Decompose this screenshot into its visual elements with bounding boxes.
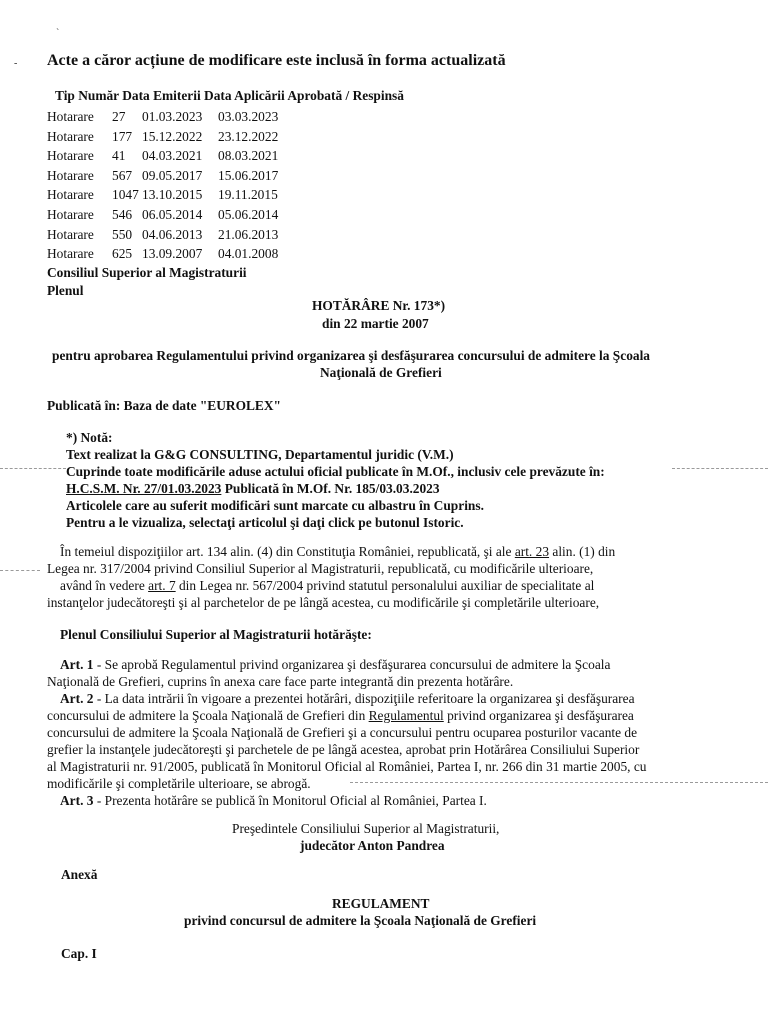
- decision-title: HOTĂRÂRE Nr. 173*): [312, 298, 446, 313]
- table-row: [47, 148, 278, 164]
- table-header: Tip Număr Data Emiterii Data Aplicării Aprobată / Respinsă: [55, 88, 404, 103]
- decision-date: din 22 martie 2007: [322, 316, 429, 331]
- cell-type: Hotarare: [47, 167, 94, 183]
- table-row: [47, 109, 278, 125]
- issuer-name: Consiliul Superior al Magistraturii: [47, 265, 247, 280]
- art-23-link[interactable]: art. 23: [514, 544, 550, 559]
- article-2: [60, 691, 635, 707]
- table-row: [47, 227, 278, 243]
- article-2-cont: [47, 708, 634, 724]
- table-row: [47, 187, 278, 203]
- article-2-cont: concursului de admitere la Şcoala Naţională de Grefieri şi a concursului pentru ocuparea posturilor vacante de: [47, 725, 638, 740]
- president-name: judecător Anton Pandrea: [300, 838, 445, 853]
- scan-line: [0, 468, 66, 469]
- cell-type: Hotarare: [47, 148, 94, 164]
- legal-basis-line: instanţelor judecătoreşti şi al parchetelor de pe lângă acestea, cu modificările şi completările ulterioare,: [47, 595, 600, 610]
- table-row: [47, 168, 278, 184]
- issuer-body: Plenul: [47, 283, 84, 298]
- note-line: Pentru a le vizualiza, selectaţi articolul şi daţi click pe butonul Istoric.: [66, 515, 464, 530]
- article-text: - Prezenta hotărâre se publică în Monitorul Oficial al României, Partea I.: [93, 793, 487, 808]
- cell-d1: 01.03.2023: [142, 109, 203, 124]
- scan-line: [350, 782, 768, 783]
- legal-basis-text: având în vedere: [60, 578, 149, 593]
- article-1: [60, 657, 610, 673]
- decides-line: Plenul Consiliului Superior al Magistraturii hotărăşte:: [60, 627, 372, 642]
- scan-line: [0, 570, 40, 571]
- cell-d1: 04.03.2021: [142, 148, 203, 164]
- cell-d1: 13.10.2015: [142, 187, 203, 203]
- table-row: [47, 129, 278, 145]
- cell-d2: 21.06.2013: [218, 226, 279, 242]
- cell-type: Hotarare: [47, 207, 94, 222]
- legal-basis-text: din Legea nr. 567/2004 privind statutul personalului auxiliar de specialitate al: [175, 578, 595, 593]
- cell-type: Hotarare: [47, 246, 94, 262]
- cell-num: 1047: [112, 187, 139, 203]
- note-line: Articolele care au suferit modificări sunt marcate cu albastru în Cuprins.: [66, 498, 484, 513]
- cell-num: 567: [112, 167, 133, 183]
- purpose-line: Naţională de Grefieri: [320, 365, 442, 380]
- legal-basis-line: [60, 578, 594, 594]
- cell-num: 177: [112, 128, 133, 144]
- article-1-cont: Naţională de Grefieri, cuprins în anexa care face parte integrantă din prezenta hotărâre.: [47, 674, 514, 689]
- cell-d1: 09.05.2017: [142, 167, 203, 183]
- cell-d2: 15.06.2017: [218, 167, 279, 183]
- cell-num: 625: [112, 246, 133, 262]
- published-in: Publicată în: Baza de date "EUROLEX": [47, 398, 281, 413]
- hcsm-link[interactable]: H.C.S.M. Nr. 27/01.03.2023: [66, 481, 222, 496]
- cell-d1: 04.06.2013: [142, 226, 203, 242]
- purpose-line: pentru aprobarea Regulamentului privind organizarea şi desfăşurarea concursului de admitere la Şcoala: [52, 348, 651, 363]
- cell-d2: 23.12.2022: [218, 128, 279, 144]
- article-label: Art. 3: [60, 793, 94, 808]
- cell-d2: 04.01.2008: [218, 246, 279, 262]
- article-text: - Se aprobă Regulamentul privind organizarea şi desfăşurarea concursului de admitere la Şcoala: [93, 657, 611, 672]
- cell-num: 41: [112, 148, 126, 164]
- cell-d2: 05.06.2014: [218, 207, 279, 222]
- table-row: [47, 246, 278, 262]
- legal-basis-text: alin. (1) din: [549, 544, 616, 559]
- legal-basis-text: În temeiul dispoziţiilor art. 134 alin. (4) din Constituţia României, republicată, şi ale: [60, 544, 515, 559]
- article-2-cont: al Magistraturii nr. 91/2005, publicată în Monitorul Oficial al României, Partea I, nr. 266 din 31 martie 2005, cu: [47, 759, 647, 774]
- legal-basis-line: Legea nr. 317/2004 privind Consiliul Superior al Magistraturii, republicată, cu modificările ulterioare,: [47, 561, 594, 576]
- note-line: Text realizat la G&G CONSULTING, Departamentul juridic (V.M.): [66, 447, 454, 462]
- scan-line: [672, 468, 768, 469]
- cell-d1: 13.09.2007: [142, 246, 203, 262]
- cell-d2: 08.03.2021: [218, 148, 279, 164]
- art-7-link[interactable]: art. 7: [148, 578, 176, 593]
- cell-type: Hotarare: [47, 226, 94, 242]
- cell-num: 27: [112, 109, 126, 124]
- president-title: Preşedintele Consiliului Superior al Magistraturii,: [232, 821, 500, 836]
- cell-type: Hotarare: [47, 187, 94, 203]
- article-2-cont: modificările şi completările ulterioare, se abrogă.: [47, 776, 311, 791]
- annex-label: Anexă: [61, 867, 98, 882]
- note-label: *) Notă:: [66, 430, 113, 445]
- cell-d1: 15.12.2022: [142, 128, 203, 144]
- article-3: [60, 793, 487, 809]
- article-text: concursului de admitere la Şcoala Naţională de Grefieri din: [47, 708, 369, 723]
- cell-type: Hotarare: [47, 128, 94, 144]
- regulament-link[interactable]: Regulamentul: [368, 708, 444, 723]
- heading: Acte a căror acțiune de modificare este inclusă în forma actualizată: [47, 52, 506, 69]
- article-2-cont: grefier la instanţele judecătoreşti şi parchetele de pe lângă acestea, aprobat prin Hotărârea Consiliului Superior: [47, 742, 640, 757]
- cell-num: 550: [112, 226, 133, 242]
- cell-d2: 03.03.2023: [218, 109, 279, 124]
- cell-num: 546: [112, 207, 133, 222]
- note-line: [66, 481, 440, 497]
- note-line: Cuprinde toate modificările aduse actului oficial publicate în M.Of., inclusiv cele prevăzute în:: [66, 464, 605, 479]
- cell-d2: 19.11.2015: [218, 187, 278, 203]
- table-row: [47, 207, 278, 223]
- legal-basis-line: [60, 544, 615, 560]
- chapter-label: Cap. I: [61, 946, 97, 961]
- regulation-title: REGULAMENT: [332, 896, 430, 911]
- note-line-rest: Publicată în M.Of. Nr. 185/03.03.2023: [221, 481, 440, 496]
- regulation-subtitle: privind concursul de admitere la Şcoala Naţională de Grefieri: [184, 913, 537, 928]
- scan-mark: -: [14, 58, 18, 69]
- article-text: - La data intrării în vigoare a prezentei hotărâri, dispoziţiile referitoare la organizarea şi desfăşurarea: [93, 691, 635, 706]
- article-label: Art. 2: [60, 691, 94, 706]
- article-text: privind organizarea şi desfăşurarea: [443, 708, 634, 723]
- scan-mark: `: [56, 28, 60, 39]
- article-label: Art. 1: [60, 657, 94, 672]
- cell-type: Hotarare: [47, 109, 94, 124]
- cell-d1: 06.05.2014: [142, 207, 203, 222]
